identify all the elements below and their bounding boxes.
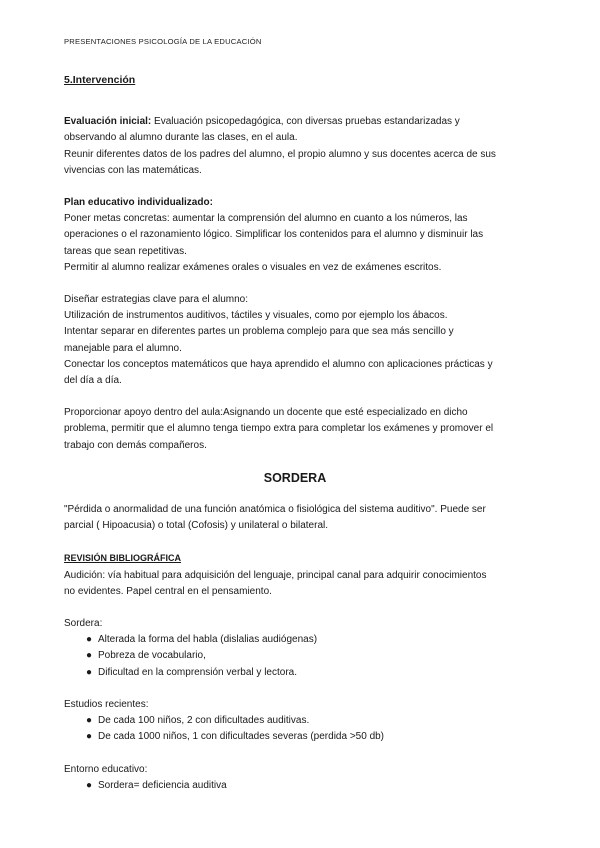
eval-text-1: Evaluación psicopedagógica, con diversas pruebas estandarizadas y [151, 116, 460, 128]
support-line-3: trabajo con demás compañeros. [64, 439, 207, 451]
entorno-list-label: Entorno educativo: [64, 763, 148, 775]
strategy-line-2: Utilización de instrumentos auditivos, táctiles y visuales, como por ejemplo los ábacos. [64, 310, 448, 322]
plan-line-2: operaciones o el razonamiento lógico. Simplificar los contenidos para el alumno y disminuir las [64, 229, 484, 241]
strategy-line-5: Conectar los conceptos matemáticos que haya aprendido el alumno con aplicaciones prácticas y [64, 358, 493, 370]
sordera-list [64, 632, 526, 681]
bullet-icon: ● [86, 650, 93, 662]
entorno-list [64, 778, 526, 794]
plan-line-3: tareas que sean repetitivas. [64, 245, 187, 257]
support-line-1: Proporcionar apoyo dentro del aula:Asignando un docente que esté especializado en dicho [64, 407, 468, 419]
eval-text-2: observando al alumno durante las clases, en el aula. [64, 132, 298, 144]
list-item: ● Sordera= deficiencia auditiva [86, 778, 526, 794]
audicion-line-2: no evidentes. Papel central en el pensamiento. [64, 585, 272, 597]
strategy-line-1: Diseñar estrategias clave para el alumno: [64, 294, 248, 306]
list-item: ● Pobreza de vocabulario, [86, 648, 526, 664]
bullet-icon: ● [86, 715, 93, 727]
eval-text-4: vivencias con las matemáticas. [64, 164, 202, 176]
bullet-icon: ● [86, 634, 93, 646]
strategy-line-4: manejable para el alumno. [64, 342, 182, 354]
sordera-definition-2: parcial ( Hipoacusia) o total (Cofosis) y unilateral o bilateral. [64, 520, 329, 532]
plan-label: Plan educativo individualizado: [64, 197, 213, 209]
bullet-icon: ● [86, 731, 93, 743]
eval-text-3: Reunir diferentes datos de los padres del alumno, el propio alumno y sus docentes acerca de sus [64, 148, 496, 160]
bibliographic-review-heading: REVISIÓN BIBLIOGRÁFICA [64, 553, 182, 564]
eval-paragraph [64, 114, 526, 130]
running-header: PRESENTACIONES PSICOLOGÍA DE LA EDUCACIÓN [64, 37, 262, 46]
sordera-title: SORDERA [263, 470, 327, 485]
estudios-list [64, 713, 526, 745]
bullet-icon: ● [86, 666, 93, 678]
sordera-definition-1: "Pérdida o anormalidad de una función anatómica o fisiológica del sistema auditivo". Puede ser [64, 504, 486, 516]
plan-line-4: Permitir al alumno realizar exámenes orales o visuales en vez de exámenes escritos. [64, 261, 442, 273]
section-5-heading: 5.Intervención [64, 74, 136, 86]
list-item: ● Dificultad en la comprensión verbal y lectora. [86, 665, 526, 681]
list-item: ● De cada 100 niños, 2 con dificultades auditivas. [86, 713, 526, 729]
list-item: ● Alterada la forma del habla (dislalias audiógenas) [86, 632, 526, 648]
strategy-line-3: Intentar separar en diferentes partes un problema complejo para que sea más sencillo y [64, 326, 454, 338]
audicion-line-1: Audición: vía habitual para adquisición del lenguaje, principal canal para adquirir conocimientos [64, 569, 487, 581]
eval-label: Evaluación inicial: [64, 116, 152, 128]
sordera-list-label: Sordera: [64, 618, 103, 630]
estudios-list-label: Estudios recientes: [64, 698, 149, 710]
support-line-2: problema, permitir que el alumno tenga tiempo extra para completar los exámenes y promover el [64, 423, 494, 435]
strategy-line-6: del día a día. [64, 375, 122, 387]
document-body [64, 72, 526, 794]
plan-line-1: Poner metas concretas: aumentar la comprensión del alumno en cuanto a los números, las [64, 213, 468, 225]
list-item: ● De cada 1000 niños, 1 con dificultades severas (perdida >50 db) [86, 729, 526, 745]
bullet-icon: ● [86, 779, 93, 791]
